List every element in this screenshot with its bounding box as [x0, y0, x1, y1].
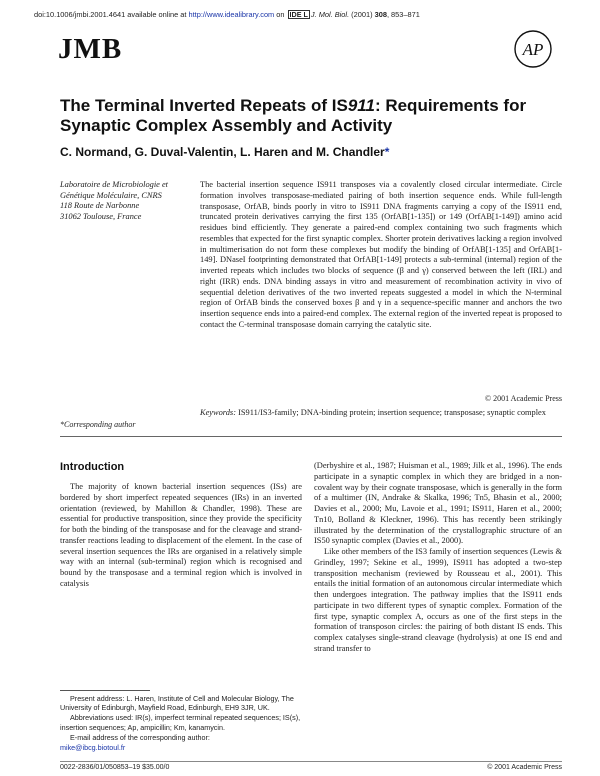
footer-copyright: © 2001 Academic Press — [487, 764, 562, 771]
footnotes — [60, 694, 302, 753]
journal-pages: , 853–871 — [386, 10, 420, 19]
intro-paragraph: Like other members of the IS3 family of insertion sequences (Lewis & Grindley, 1997; Sekine et al., 1999), IS911 has adopted a two-step transposition mechanism (reviewed by Rousseau et al., 2001). This entails the initial formation of an autonomous circular intermediate which then undergoes integration. The pathway implies that the IS911 ends participate in two different types of synaptic complex. Formation of the first type, synaptic complex A, occurs as one of the first steps in the formation of transposon circles: the pairing of both distant IS ends. This complex catalyses single-strand cleavage (hydrolysis) at one IS end and strand transfer to — [314, 547, 562, 653]
idealibrary-link[interactable]: http://www.idealibrary.com — [188, 10, 275, 19]
affiliation: Laboratoire de Microbiologie et Génétique Moléculaire, CNRS 118 Route de Narbonne 31062 Toulouse, France — [60, 180, 169, 221]
footer-divider — [60, 761, 562, 762]
abstract: The bacterial insertion sequence IS911 transposes via a covalently closed circular intermediate. Circle formation involves transposase-mediated pairing of both insertion sequence ends. While full-length transposase, OrfAB, binds poorly in vitro to IS911 DNA fragments carrying a copy of the IS911 end, truncated protein derivatives carrying the first 135 (OrfAB[1-135]) or 149 (OrfAB[1-149]) amino acid residues bind efficiently. They generate a paired-end complex containing two such fragments which resembles that expected for the first synaptic complex. Shorter protein derivatives lacking a region involved in multimerisation do not form these complexes but modify the binding of OrfAB[1-135] and OrfAB[1-149]. DNaseI footprinting demonstrated that OrfAB[1-149] protects a sub-terminal (internal) region of the inverted repeats which includes two blocks of sequence (β and γ) conserved between the left (IRL) and right (IRR) ends. DNA binding assays in vitro and measurement of recombination activity in vivo of sequential deletion derivatives of the two inverted repeats suggested a model in which the N-terminal region of OrfAB binds the conserved boxes β and γ in a sequence-specific manner and anchors the two insertion sequence ends into a paired-end complex. The external region of the inverted repeat is proposed to contact the C-terminal transposase domain carrying the catalytic site. — [200, 180, 562, 329]
introduction-right-column — [314, 461, 562, 655]
present-address: Present address: L. Haren, Institute of Cell and Molecular Biology, The University of Edinburgh, Mayfield Road, Edinburgh, EH9 3JR, UK. — [60, 694, 294, 713]
article-title: The Terminal Inverted Repeats of IS911: Requirements for Synaptic Complex Assembly and Activity — [60, 96, 527, 135]
journal-volume: 308 — [374, 10, 387, 19]
publisher-logo-letters: AP — [522, 40, 544, 59]
article-authors: C. Normand, G. Duval-Valentin, L. Haren and M. Chandler* — [60, 145, 390, 159]
introduction-heading: Introduction — [60, 461, 125, 473]
intro-paragraph: (Derbyshire et al., 1987; Huisman et al., 1989; Jilk et al., 1996). The ends participate in a synaptic complex in which they are bridged in a non-covalent way by their cognate transposase, which is generally in the form of a multimer (IN, Andrake & Skalka, 1996; Tn5, Bhasin et al., 2000; Davies et al., 2000; Mu, Lavoie et al., 1991; IS911, Haren et al., 2000; Tn10, Bolland & Kleckner, 1996). This has recently been strikingly illustrated by the determination of the crystallographic structure of an IS50 synaptic complex (Davies et al., 2000). — [314, 461, 562, 546]
abstract-copyright: © 2001 Academic Press — [485, 394, 562, 403]
journal-name: J. Mol. Biol. — [310, 10, 350, 19]
corresponding-author-note: *Corresponding author — [60, 420, 136, 429]
footnote-divider — [60, 690, 150, 691]
doi-text: doi:10.1006/jmbi.2001.4641 available online at — [34, 10, 189, 19]
on-text: on — [274, 10, 287, 19]
academic-press-logo-icon — [513, 29, 553, 69]
email-link[interactable]: mike@ibcg.biotoul.fr — [60, 743, 126, 753]
corresponding-mark: * — [384, 145, 390, 159]
journal-year: (2001) — [349, 10, 375, 19]
introduction-left-column: The majority of known bacterial insertion sequences (ISs) are bordered by short imperfect repeated sequences (IRs) in an inverted orientation (reviewed, by Mahillon & Chandler, 1998). These are essential for productive transposition, since they provide the specificity for both the binding of the transposase and for the cleavage and strand-transfer reactions leading to displacement of the element. In the case of several insertion sequences the IRs are organised in a relatively simple way with an internal (sub-terminal) region which is recognised and bound by the transposase and a terminal region which is involved in catalysis — [60, 482, 302, 588]
jmb-logo: JMB — [58, 33, 123, 65]
doi-header — [34, 10, 574, 19]
footer-issn: 0022-2836/01/050853–19 $35.00/0 — [60, 764, 170, 771]
section-divider — [60, 436, 562, 437]
keywords: Keywords: IS911/IS3-family; DNA-binding protein; insertion sequence; transposase; synaptic complex — [200, 408, 546, 417]
abbreviations: Abbreviations used: IR(s), imperfect terminal repeated sequences; IS(s), insertion sequences; Ap, ampicillin; Km, kanamycin. — [60, 713, 301, 732]
email-label: E-mail address of the corresponding author: — [70, 732, 210, 742]
ideal-logo: IDE L — [289, 10, 308, 19]
